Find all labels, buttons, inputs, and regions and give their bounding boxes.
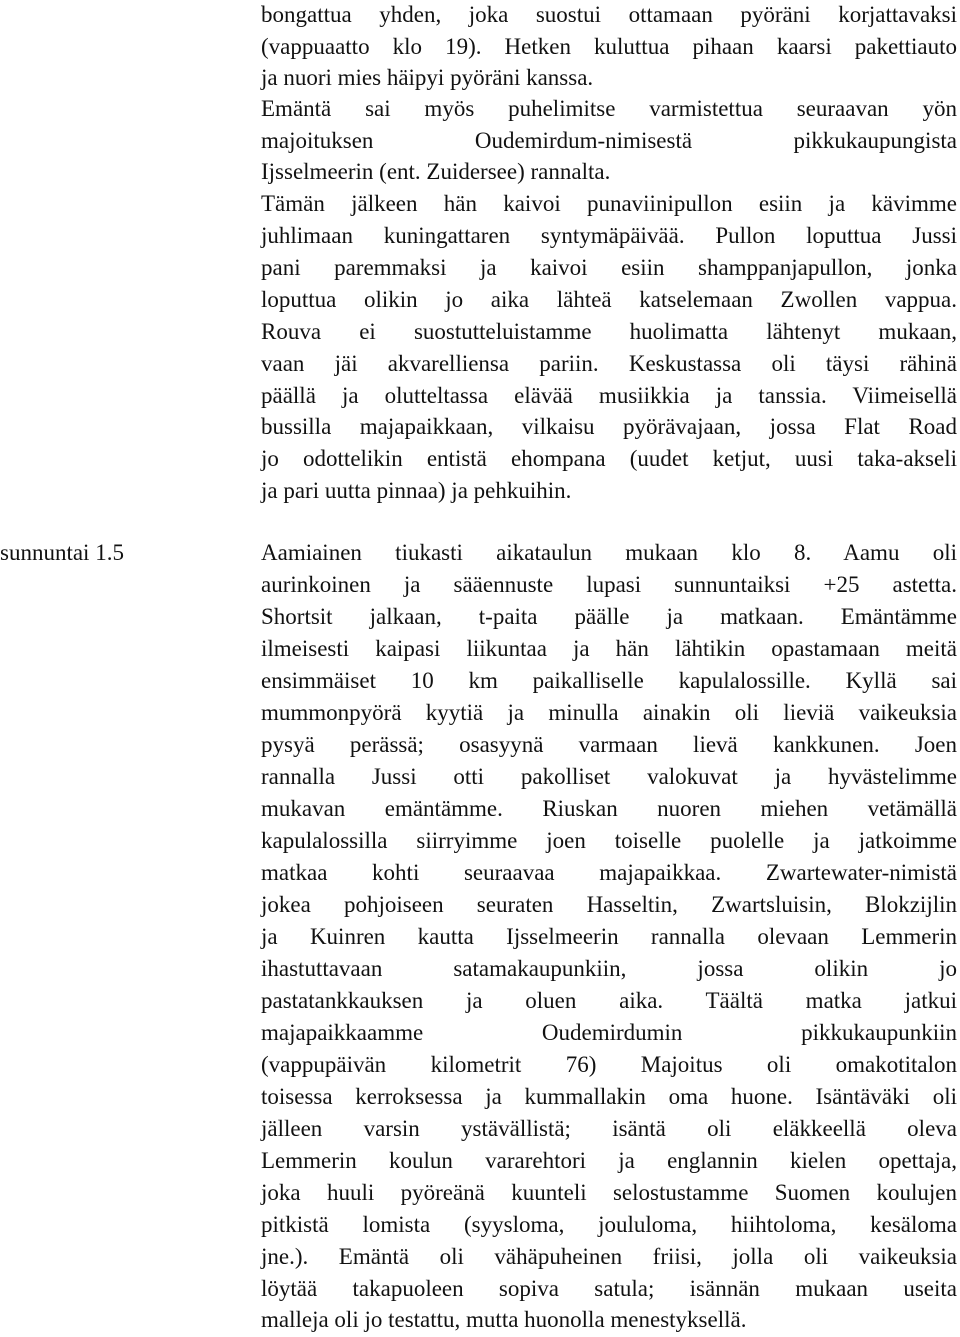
text-line: aurinkoinen ja sääennuste lupasi sunnuntaiksi +25 astetta. xyxy=(261,572,957,597)
text-line: ihastuttavaan satamakaupunkiin, jossa olikin jo xyxy=(261,956,957,981)
text-line: Ijsselmeerin (ent. Zuidersee) rannalta. xyxy=(261,159,611,184)
text-line: päällä ja olutteltassa elävää musiikkia ja tanssia. Viimeisellä xyxy=(261,383,957,408)
text-line: jo odottelikin entistä ehompana (uudet ketjut, uusi taka-akseli xyxy=(261,446,957,471)
text-line: ilmeisesti kaipasi liikuntaa ja hän lähtikin opastamaan meitä xyxy=(261,636,957,661)
text-line: majoituksen Oudemirdum-nimisestä pikkukaupungista xyxy=(261,128,957,153)
text-line: bussilla majapaikkaan, vilkaisu pyörävajaan, jossa Flat Road xyxy=(261,414,957,439)
text-line: pitkistä lomista (syysloma, joululoma, hiihtoloma, kesäloma xyxy=(261,1212,957,1237)
text-line: vaan jäi akvarelliensa pariin. Keskustassa oli täysi rähinä xyxy=(261,351,957,376)
date-heading: sunnuntai 1.5 xyxy=(0,540,124,565)
text-line: loputtua olikin jo aika lähteä katselemaan Zwollen vappua. xyxy=(261,287,957,312)
text-line: ja Kuinren kautta Ijsselmeerin rannalla olevaan Lemmerin xyxy=(261,924,957,949)
text-line: matkaa kohti seuraavaa majapaikkaa. Zwartewater-nimistä xyxy=(261,860,957,885)
text-line: bongattua yhden, joka suostui ottamaan pyöräni korjattavaksi xyxy=(261,2,957,27)
text-line: toisessa kerroksessa ja kummallakin oma huone. Isäntäväki oli xyxy=(261,1084,957,1109)
text-line: Lemmerin koulun vararehtori ja englannin kielen opettaja, xyxy=(261,1148,957,1173)
text-line: ja nuori mies häipyi pyöräni kanssa. xyxy=(261,65,594,90)
text-line: kapulalossilla siirryimme joen toiselle puolelle ja jatkoimme xyxy=(261,828,957,853)
text-line: Aamiainen tiukasti aikataulun mukaan klo 8. Aamu oli xyxy=(261,540,957,565)
text-line: ja pari uutta pinnaa) ja pehkuihin. xyxy=(261,478,572,503)
text-line: malleja oli jo testattu, mutta huonolla menestyksellä. xyxy=(261,1307,747,1332)
text-line: majapaikkaamme Oudemirdumin pikkukaupunkiin xyxy=(261,1020,957,1045)
text-line: Emäntä sai myös puhelimitse varmistettua seuraavan yön xyxy=(261,96,957,121)
text-line: pani paremmaksi ja kaivoi esiin shamppanjapullon, jonka xyxy=(261,255,957,280)
text-line: löytää takapuoleen sopiva satula; isännän mukaan useita xyxy=(261,1276,957,1301)
text-line: rannalla Jussi otti pakolliset valokuvat ja hyvästelimme xyxy=(261,764,957,789)
text-line: Shortsit jalkaan, t-paita päälle ja matkaan. Emäntämme xyxy=(261,604,957,629)
text-line: mukavan emäntämme. Riuskan nuoren miehen vetämällä xyxy=(261,796,957,821)
text-line: pysyä perässä; osasyynä varmaan lievä kankkunen. Joen xyxy=(261,732,957,757)
text-line: jälleen varsin ystävällistä; isäntä oli eläkkeellä oleva xyxy=(261,1116,957,1141)
text-line: mummonpyörä kyytiä ja minulla ainakin oli lieviä vaikeuksia xyxy=(261,700,957,725)
text-line: Tämän jälkeen hän kaivoi punaviinipullon esiin ja kävimme xyxy=(261,191,957,216)
text-line: (vappuaatto klo 19). Hetken kuluttua pihaan kaarsi pakettiauto xyxy=(261,34,957,59)
text-line: pastatankkauksen ja oluen aika. Täältä matka jatkui xyxy=(261,988,957,1013)
text-line: jokea pohjoiseen seuraten Hasseltin, Zwartsluisin, Blokzijlin xyxy=(261,892,957,917)
text-line: Rouva ei suostutteluistamme huolimatta lähtenyt mukaan, xyxy=(261,319,957,344)
text-line: juhlimaan kuningattaren syntymäpäivää. Pullon loputtua Jussi xyxy=(261,223,957,248)
text-line: joka huuli pyöreänä kuunteli selostustamme Suomen koulujen xyxy=(261,1180,957,1205)
text-line: (vappupäivän kilometrit 76) Majoitus oli omakotitalon xyxy=(261,1052,957,1077)
text-line: jne.). Emäntä oli vähäpuheinen friisi, jolla oli vaikeuksia xyxy=(261,1244,957,1269)
text-line: ensimmäiset 10 km paikalliselle kapulalossille. Kyllä sai xyxy=(261,668,957,693)
